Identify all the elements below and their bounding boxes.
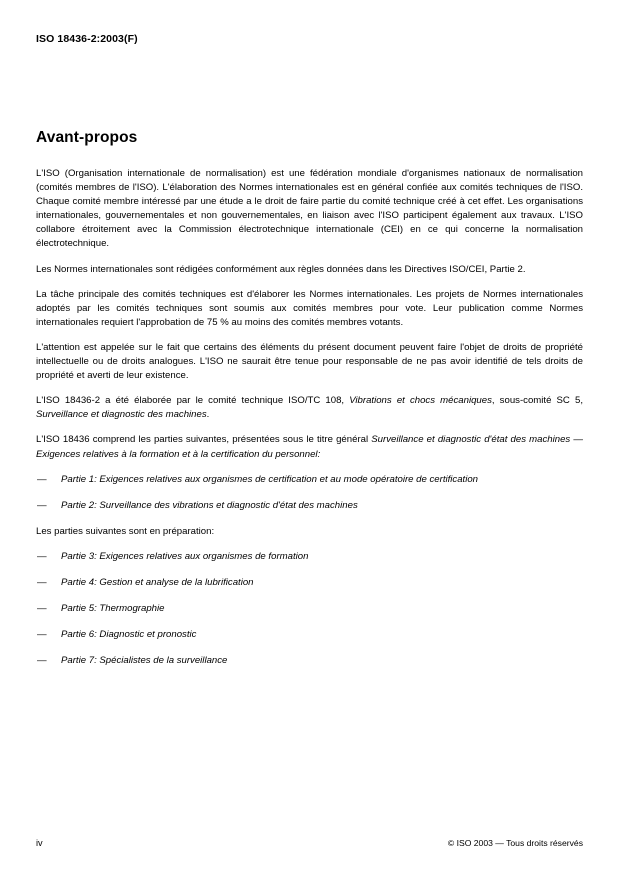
published-parts-list (36, 473, 583, 513)
committee-text-mid: , sous-comité SC 5, (491, 395, 583, 407)
list-item (36, 550, 583, 564)
general-title-italic: Surveillance et diagnostic d'état des machines — Exigences relatives à la formation et à la certification du personnel: (36, 434, 583, 460)
list-item-label: Partie 1: Exigences relatives aux organismes de certification et au mode opératoire de certification (61, 473, 479, 485)
paragraph-parts-intro (36, 433, 583, 461)
parts-intro-lead: L'ISO 18436 comprend les parties suivantes, présentées sous le titre général (36, 434, 372, 446)
list-item-label: Partie 7: Spécialistes de la surveillance (61, 655, 228, 667)
page-title: Avant-propos (36, 129, 138, 146)
list-item-label: Partie 2: Surveillance des vibrations et diagnostic d'état des machines (61, 499, 358, 511)
page-number: iv (36, 838, 43, 848)
committee-text-lead: L'ISO 18436-2 a été élaborée par le comité technique ISO/TC 108, (36, 395, 350, 407)
list-item (36, 628, 583, 642)
em-dash-icon: — (37, 629, 47, 641)
list-item (36, 602, 583, 616)
paragraph-foreword-1: L'ISO (Organisation internationale de normalisation) est une fédération mondiale d'organismes nationaux de normalisation (comités membres de l'ISO). L'élaboration des Normes internationales est en général confiée aux comités techniques de l'ISO. Chaque comité membre intéressé par une étude a le droit de faire partie du comité technique créé à cet effet. Les organisations internationales, gouvernementales et non gouvernementales, en liaison avec l'ISO participent également aux travaux. L'ISO collabore étroitement avec la Commission électrotechnique internationale (CEI) en ce qui concerne la normalisation électrotechnique. (36, 168, 583, 250)
page-content (36, 128, 583, 668)
em-dash-icon: — (37, 499, 47, 511)
list-item (36, 576, 583, 590)
paragraph-committee-origin (36, 394, 583, 422)
em-dash-icon: — (37, 550, 47, 562)
em-dash-icon: — (37, 473, 47, 485)
paragraph-foreword-2: Les Normes internationales sont rédigées conformément aux règles données dans les Directives ISO/CEI, Partie 2. (36, 263, 526, 275)
list-item (36, 654, 583, 668)
paragraph-foreword-4: L'attention est appelée sur le fait que certains des éléments du présent document peuvent faire l'objet de droits de propriété intellectuelle ou de droits analogues. L'ISO ne saurait être tenue pour responsable de ne pas avoir identifié de tels droits de propriété et averti de leur existence. (36, 341, 583, 382)
page-footer (36, 838, 583, 849)
em-dash-icon: — (37, 655, 47, 667)
list-item-label: Partie 4: Gestion et analyse de la lubrification (61, 576, 254, 588)
subcommittee-title-surveillance: Surveillance et diagnostic des machines (36, 409, 207, 421)
paragraph-foreword-3: La tâche principale des comités techniques est d'élaborer les Normes internationales. Les projets de Normes internationales adoptés par les comités techniques sont soumis aux comités membres pour vote. Leur publication comme Normes internationales requiert l'approbation de 75 % au moins des comités membres votants. (36, 288, 583, 328)
list-item-label: Partie 5: Thermographie (61, 603, 165, 615)
list-item (36, 499, 583, 513)
upcoming-parts-list (36, 550, 583, 668)
em-dash-icon: — (37, 603, 47, 615)
list-item (36, 473, 583, 487)
copyright-notice: © ISO 2003 — Tous droits réservés (447, 838, 583, 848)
list-item-label: Partie 3: Exigences relatives aux organismes de formation (61, 550, 309, 562)
paragraph-upcoming-intro: Les parties suivantes sont en préparation: (36, 525, 215, 537)
running-header: ISO 18436-2:2003(F) (36, 33, 138, 45)
committee-title-vibrations: Vibrations et chocs mécaniques (349, 395, 492, 407)
em-dash-icon: — (37, 576, 47, 588)
list-item-label: Partie 6: Diagnostic et pronostic (61, 629, 197, 641)
committee-text-tail: . (206, 409, 210, 421)
